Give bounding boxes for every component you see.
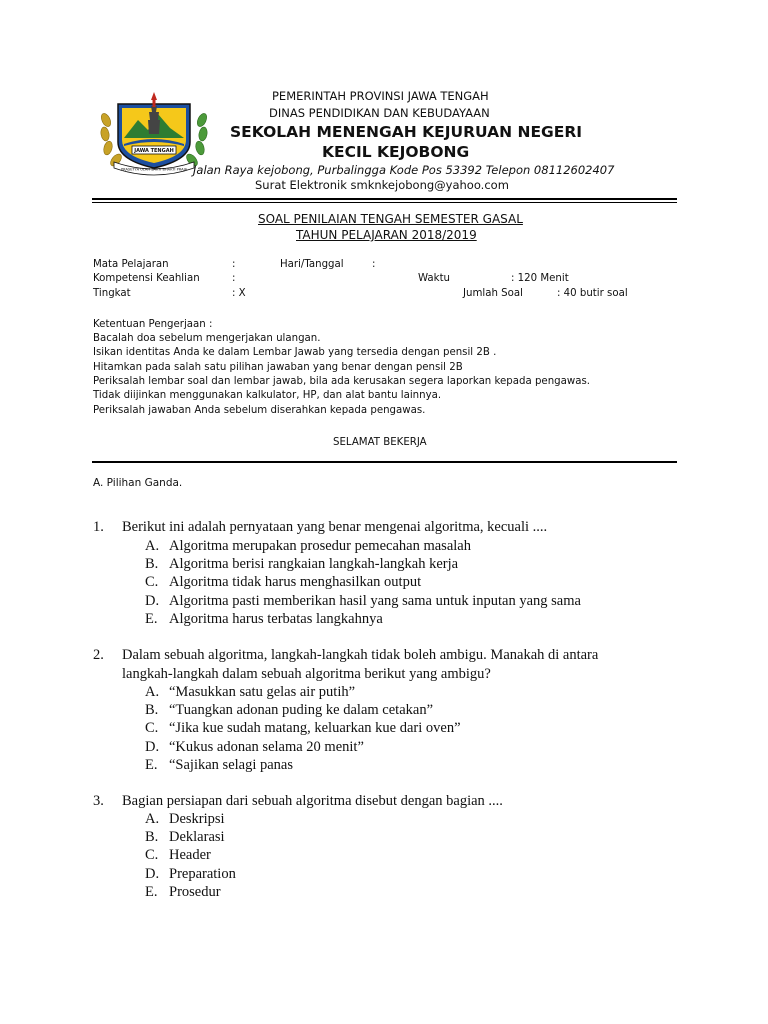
hari-value: :: [372, 259, 376, 270]
option-text: “Kukus adonan selama 20 menit”: [169, 739, 364, 755]
mapel-label: Mata Pelajaran: [93, 259, 169, 270]
option-text: Prosedur: [169, 884, 221, 900]
exam-title: SOAL PENILAIAN TENGAH SEMESTER GASAL: [258, 212, 523, 226]
kompetensi-value: :: [232, 273, 236, 284]
option-text: Header: [169, 847, 211, 863]
option-letter: E.: [145, 611, 158, 627]
option-letter: E.: [145, 884, 158, 900]
option-letter: D.: [145, 866, 160, 882]
exam-year: TAHUN PELAJARAN 2018/2019: [296, 228, 477, 242]
rule-item: Bacalah doa sebelum mengerjakan ulangan.: [93, 333, 321, 344]
option-letter: E.: [145, 757, 158, 773]
option-text: Algoritma pasti memberikan hasil yang sama untuk inputan yang sama: [169, 593, 581, 609]
question-text-continued: langkah-langkah dalam sebuah algoritma berikut yang ambigu?: [122, 666, 491, 682]
school-address: Jalan Raya kejobong, Purbalingga Kode Pos 53392 Telepon 08112602407: [193, 163, 615, 177]
school-name-line1: SEKOLAH MENENGAH KEJURUAN NEGERI: [230, 123, 583, 141]
option-text: Deskripsi: [169, 811, 225, 827]
option-letter: B.: [145, 556, 159, 572]
option-text: “Masukkan satu gelas air putih”: [169, 684, 356, 700]
option-text: Algoritma merupakan prosedur pemecahan masalah: [169, 538, 471, 554]
header-line2: DINAS PENDIDIKAN DAN KEBUDAYAAN: [269, 106, 490, 120]
hari-label: Hari/Tanggal: [280, 259, 344, 270]
option-letter: D.: [145, 593, 160, 609]
school-email: Surat Elektronik smknkejobong@yahoo.com: [255, 178, 509, 192]
jumlah-value: : 40 butir soal: [557, 288, 628, 299]
header-line1: PEMERINTAH PROVINSI JAWA TENGAH: [272, 89, 489, 103]
rule-item: Periksalah lembar soal dan lembar jawab, bila ada kerusakan segera laporkan kepada pengawas.: [93, 376, 590, 387]
rule-item: Hitamkan pada salah satu pilihan jawaban yang benar dengan pensil 2B: [93, 362, 463, 373]
tingkat-label: Tingkat: [93, 288, 131, 299]
option-text: Preparation: [169, 866, 236, 882]
option-letter: B.: [145, 702, 159, 718]
rule-item: Isikan identitas Anda ke dalam Lembar Jawab yang tersedia dengan pensil 2B .: [93, 347, 497, 358]
mapel-value: :: [232, 259, 236, 270]
option-text: Algoritma tidak harus menghasilkan output: [169, 574, 422, 590]
rule-item: Periksalah jawaban Anda sebelum diserahkan kepada pengawas.: [93, 405, 426, 416]
question-number: 3.: [93, 793, 104, 809]
waktu-value: : 120 Menit: [511, 273, 569, 284]
question-text: Berikut ini adalah pernyataan yang benar mengenai algoritma, kecuali ....: [122, 519, 548, 535]
school-name-line2: KECIL KEJOBONG: [322, 143, 470, 161]
option-text: “Sajikan selagi panas: [169, 757, 294, 773]
rule-item: Tidak diijinkan menggunakan kalkulator, HP, dan alat bantu lainnya.: [93, 390, 442, 401]
question-number: 2.: [93, 647, 104, 663]
option-letter: D.: [145, 739, 160, 755]
question-number: 1.: [93, 519, 104, 535]
jumlah-label: Jumlah Soal: [463, 288, 523, 299]
kompetensi-label: Kompetensi Keahlian: [93, 273, 200, 284]
option-text: “Jika kue sudah matang, keluarkan kue dari oven”: [169, 720, 461, 736]
option-letter: C.: [145, 720, 159, 736]
option-letter: A.: [145, 538, 160, 554]
option-text: “Tuangkan adonan puding ke dalam cetakan”: [169, 702, 434, 718]
logo-motto-text: PRASETYA ULAH SAKTI BHAKTI PRAJA: [120, 167, 188, 172]
option-letter: A.: [145, 684, 160, 700]
option-text: Deklarasi: [169, 829, 225, 845]
closing-text: SELAMAT BEKERJA: [333, 437, 427, 448]
waktu-label: Waktu: [418, 273, 451, 284]
logo-banner-text: JAWA TENGAH: [134, 148, 174, 155]
letterhead-rule-thick: [92, 198, 677, 200]
option-letter: C.: [145, 847, 159, 863]
section-rule: [92, 461, 677, 463]
option-text: Algoritma harus terbatas langkahnya: [169, 611, 383, 627]
option-text: Algoritma berisi rangkaian langkah-langkah kerja: [169, 556, 459, 572]
question-text: Bagian persiapan dari sebuah algoritma disebut dengan bagian ....: [122, 793, 503, 809]
rules-heading: Ketentuan Pengerjaan :: [93, 319, 213, 330]
option-letter: B.: [145, 829, 159, 845]
letterhead-rule-thin: [92, 202, 677, 203]
tingkat-value: : X: [232, 288, 246, 299]
section-heading: A. Pilihan Ganda.: [93, 477, 183, 489]
option-letter: C.: [145, 574, 159, 590]
option-letter: A.: [145, 811, 160, 827]
question-text: Dalam sebuah algoritma, langkah-langkah tidak boleh ambigu. Manakah di antara: [122, 647, 599, 663]
